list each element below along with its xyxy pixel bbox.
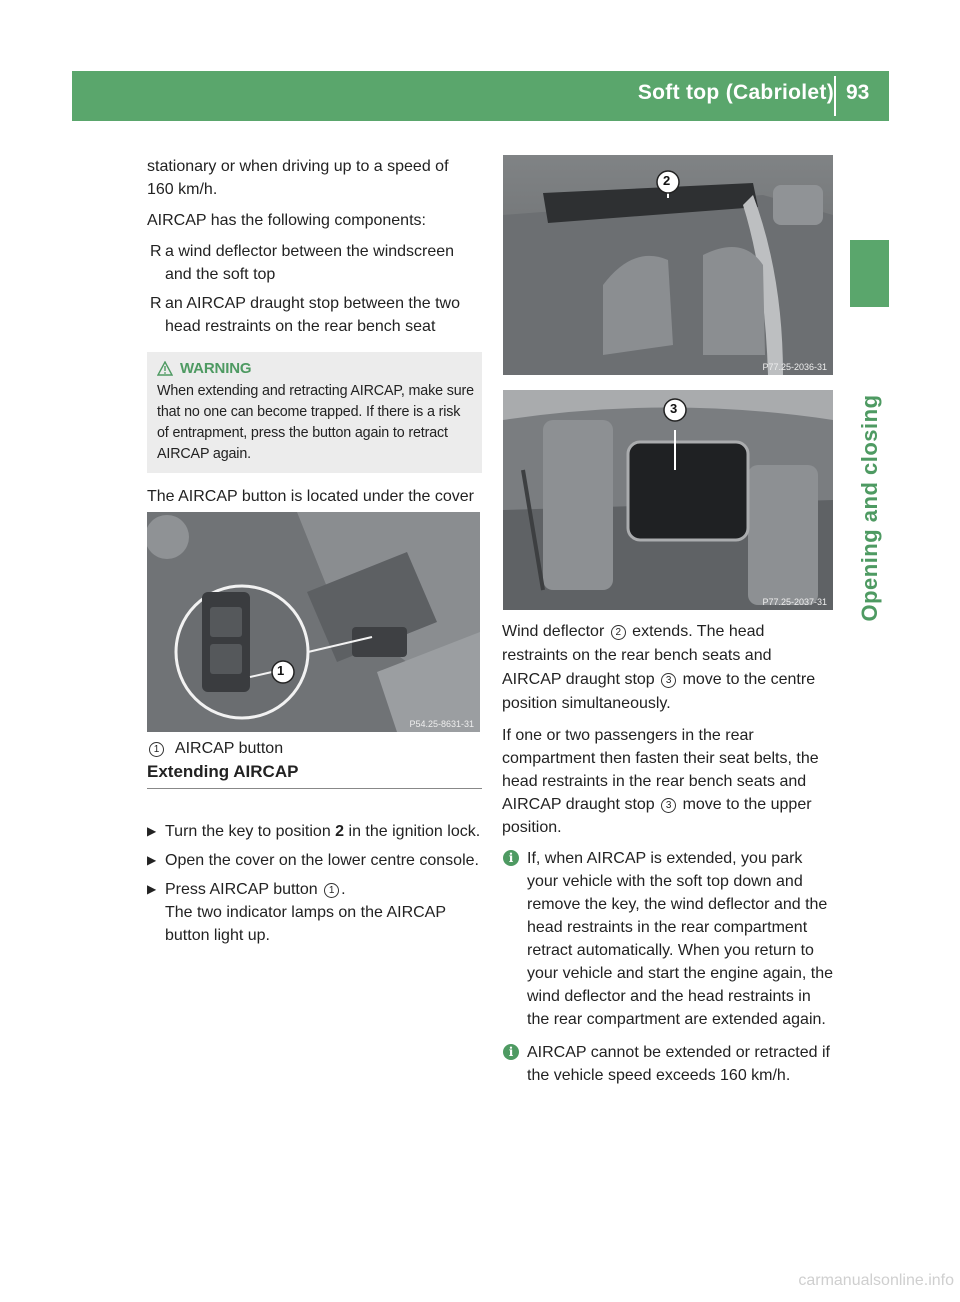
figure-callout: 3 — [670, 401, 678, 416]
info-note: i If, when AIRCAP is extended, you park your vehicle with the soft top down and remove the key, the wind deflector and the head restraints in the rear compartment retract automatically. When you return to your vehicle and start the engine again, the wind deflector and the head restraints in the rear compartment are extended again. — [502, 847, 834, 1031]
wind-deflector-photo — [503, 155, 833, 375]
figure-code: P54.25-8631-31 — [409, 719, 474, 729]
paragraph: Wind deflector 2 extends. The head restraints on the rear bench seats and AIRCAP draught stop 3 move to the centre position simultaneously. — [502, 623, 816, 712]
list-item: R an AIRCAP draught stop between the two head restraints on the rear bench seat — [150, 295, 461, 335]
components-intro: AIRCAP has the following components: — [147, 212, 426, 229]
left-column — [147, 155, 482, 539]
location-text: The AIRCAP button is located under the cover — [147, 488, 475, 505]
warning-triangle-icon — [157, 361, 173, 376]
info-icon: i — [503, 1044, 519, 1060]
info-note: i AIRCAP cannot be extended or retracted if the vehicle speed exceeds 160 km/h. — [502, 1041, 834, 1087]
list-item: ▶ Press AIRCAP button 1 . — [147, 881, 346, 898]
list-item: ▶ Open the cover on the lower centre console. — [147, 852, 479, 869]
warning-box — [147, 352, 482, 473]
warning-header: WARNING — [157, 358, 474, 379]
figure-caption: 1 AIRCAP button — [147, 740, 283, 758]
info-icon: i — [503, 850, 519, 866]
right-column — [502, 620, 834, 1097]
list-item: R a wind deflector between the windscreen and the soft top — [150, 243, 455, 283]
section-heading: Extending AIRCAP — [147, 762, 482, 789]
chapter-tab-marker — [850, 240, 889, 307]
paragraph: If one or two passengers in the rear compartment then fasten their seat belts, the head restraints in the rear bench seats and AIRCAP draught stop 3 move to the upper position. — [502, 727, 819, 836]
page-number: 93 — [846, 81, 870, 104]
figure-callout: 2 — [663, 173, 671, 188]
watermark: carmanualsonline.info — [798, 1272, 954, 1289]
warning-text: When extending and retracting AIRCAP, make sure that no one can become trapped. If there is a risk of entrapment, press the button again to retract AIRCAP again. — [157, 383, 474, 462]
page-title: Soft top (Cabriolet) — [637, 81, 834, 104]
draught-stop-photo — [503, 390, 833, 610]
step-result: The two indicator lamps on the AIRCAP button light up. — [165, 904, 446, 944]
intro-text: stationary or when driving up to a speed of 160 km/h. — [147, 158, 449, 198]
figure-callout: 1 — [277, 663, 285, 678]
chapter-label: Opening and closing — [857, 394, 882, 622]
figure-code: P77.25-2036-31 — [762, 362, 827, 372]
figure-code: P77.25-2037-31 — [762, 597, 827, 607]
console-photo — [147, 512, 480, 732]
list-item: ▶ Turn the key to position 2 in the ignition lock. — [147, 823, 481, 840]
header-divider — [834, 76, 836, 116]
step-list — [147, 820, 482, 947]
